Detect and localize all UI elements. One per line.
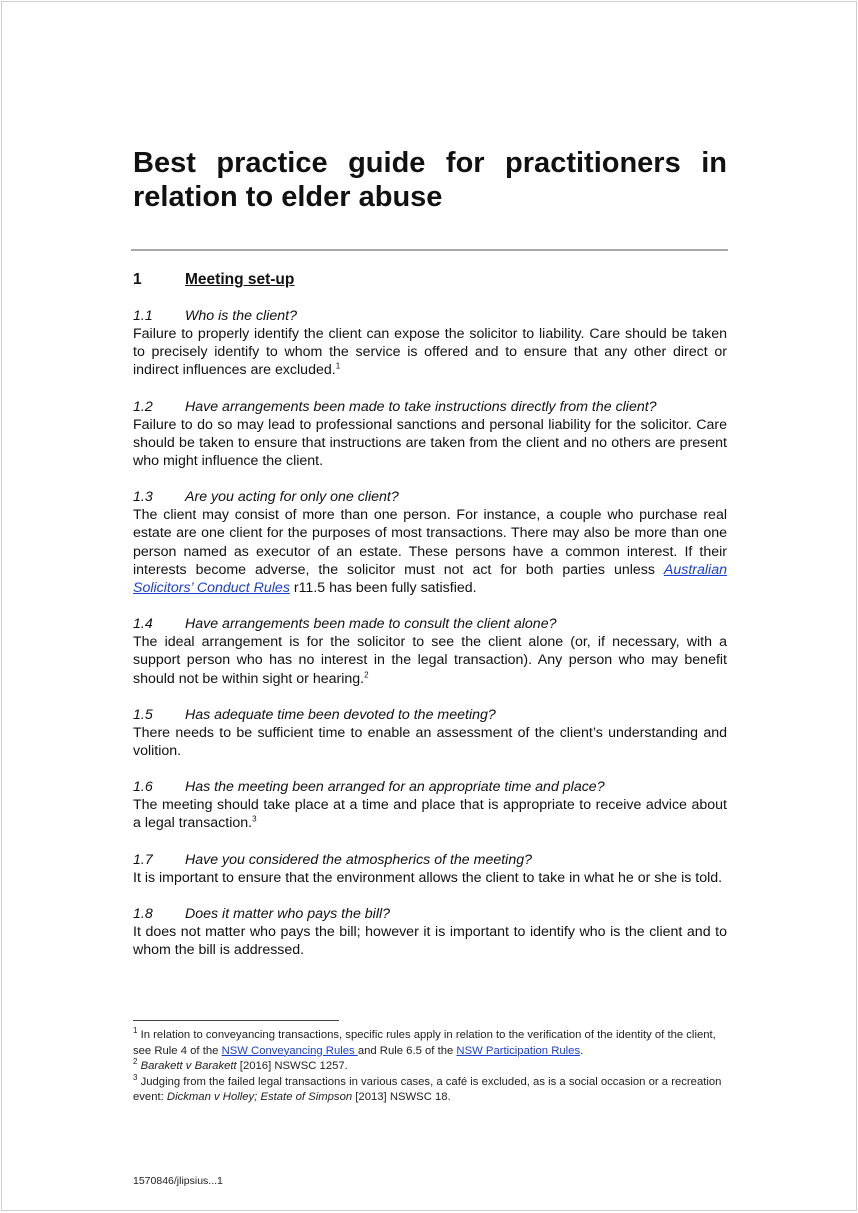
question-heading: 1.4 Have arrangements been made to consult the client alone?: [133, 616, 557, 633]
footnote-2: $^2$ Barakett v Barakett [2016] NSWSC 1257.: [133, 1057, 348, 1072]
item-1-2: [133, 398, 727, 471]
item-1-8: [133, 905, 727, 959]
footnote-ref: 2: [364, 669, 369, 679]
document-reference-footer: 1570846/jlipsius...1: [133, 1175, 223, 1187]
question-heading: 1.1 Who is the client?: [133, 308, 297, 324]
footnote-ref: 1: [335, 361, 341, 371]
footnote-ref: 3: [252, 814, 257, 824]
paragraph: Failure to properly identify the client can expose the solicitor to liability. Care should be taken to precisely identify to whom the service is offered and to ensure that any other direct or indirect influences are excluded.$^1$: [133, 326, 727, 379]
paragraph: The ideal arrangement is for the solicitor to see the client alone (or, if necessary, with a support person who has no interest in the legal transaction). Any person who may benefit should not be within sight or hearing.$^2$: [133, 634, 727, 687]
item-1-3: [133, 488, 727, 597]
footnotes: [133, 1028, 727, 1106]
nsw-participation-rules-link[interactable]: NSW Participation Rules: [456, 1044, 581, 1057]
item-1-6: [133, 778, 727, 832]
item-1-5: [133, 706, 727, 760]
footnote-3: $^3$ Judging from the failed legal transactions in various cases, a café is excluded, as is a social occasion or a recreation event: Dickman v Holley; Estate of Simpson [2013] NSWSC 18.: [133, 1072, 722, 1103]
nsw-conveyancing-rules-link[interactable]: NSW Conveyancing Rules: [221, 1044, 358, 1057]
conduct-rules-link[interactable]: Australian Solicitors’ Conduct Rules: [133, 561, 727, 597]
question-heading: 1.7 Have you considered the atmospherics of the meeting?: [133, 851, 533, 868]
footnote-divider: [133, 1020, 339, 1021]
question-heading: 1.6 Has the meeting been arranged for an appropriate time and place?: [133, 779, 605, 796]
paragraph: Failure to do so may lead to professional sanctions and personal liability for the solicitor. Care should be taken to ensure that instructions are taken from the client and no others are present who might influence the client.: [133, 416, 727, 470]
footnote-1: $^1$ In relation to conveyancing transactions, specific rules apply in relation to the verification of the identity of the client, see Rule 4 of the NSW Conveyancing Rules and Rule 6.5 of the NSW Participation Rules.: [133, 1026, 716, 1057]
paragraph: There needs to be sufficient time to enable an assessment of the client’s understanding and volition.: [133, 724, 727, 760]
paragraph: It is important to ensure that the environment allows the client to take in what he or she is told.: [133, 869, 723, 886]
question-heading: 1.8 Does it matter who pays the bill?: [133, 905, 391, 922]
title-divider: [131, 249, 728, 251]
paragraph: It does not matter who pays the bill; however it is important to identify who is the client and to whom the bill is addressed.: [133, 923, 727, 959]
section-heading: [133, 270, 294, 290]
item-1-7: [133, 851, 727, 887]
question-heading: 1.3 Are you acting for only one client?: [133, 489, 399, 506]
item-1-4: [133, 615, 727, 688]
section-title: Meeting set-up: [185, 271, 295, 288]
paragraph: The client may consist of more than one person. For instance, a couple who purchase real estate are one client for the purposes of most transactions. There may also be more than one person named as executor of an estate. These persons have a common interest. If their interests become adverse, the solicitor must not act for both parties unless Australian Solicitors’ Conduct Rules r11.5 has been fully satisfied.: [133, 507, 727, 597]
paragraph: The meeting should take place at a time and place that is appropriate to receive advice about a legal transaction.$^3$: [133, 797, 727, 832]
question-heading: 1.5 Has adequate time been devoted to the meeting?: [133, 706, 496, 723]
section-number: 1: [133, 271, 142, 288]
section-content: [133, 307, 727, 977]
page-title: Best practice guide for practitioners in relation to elder abuse: [133, 147, 727, 213]
item-1-1: [133, 307, 727, 380]
document-page: [1, 1, 857, 1211]
question-heading: 1.2 Have arrangements been made to take instructions directly from the client?: [133, 398, 657, 415]
